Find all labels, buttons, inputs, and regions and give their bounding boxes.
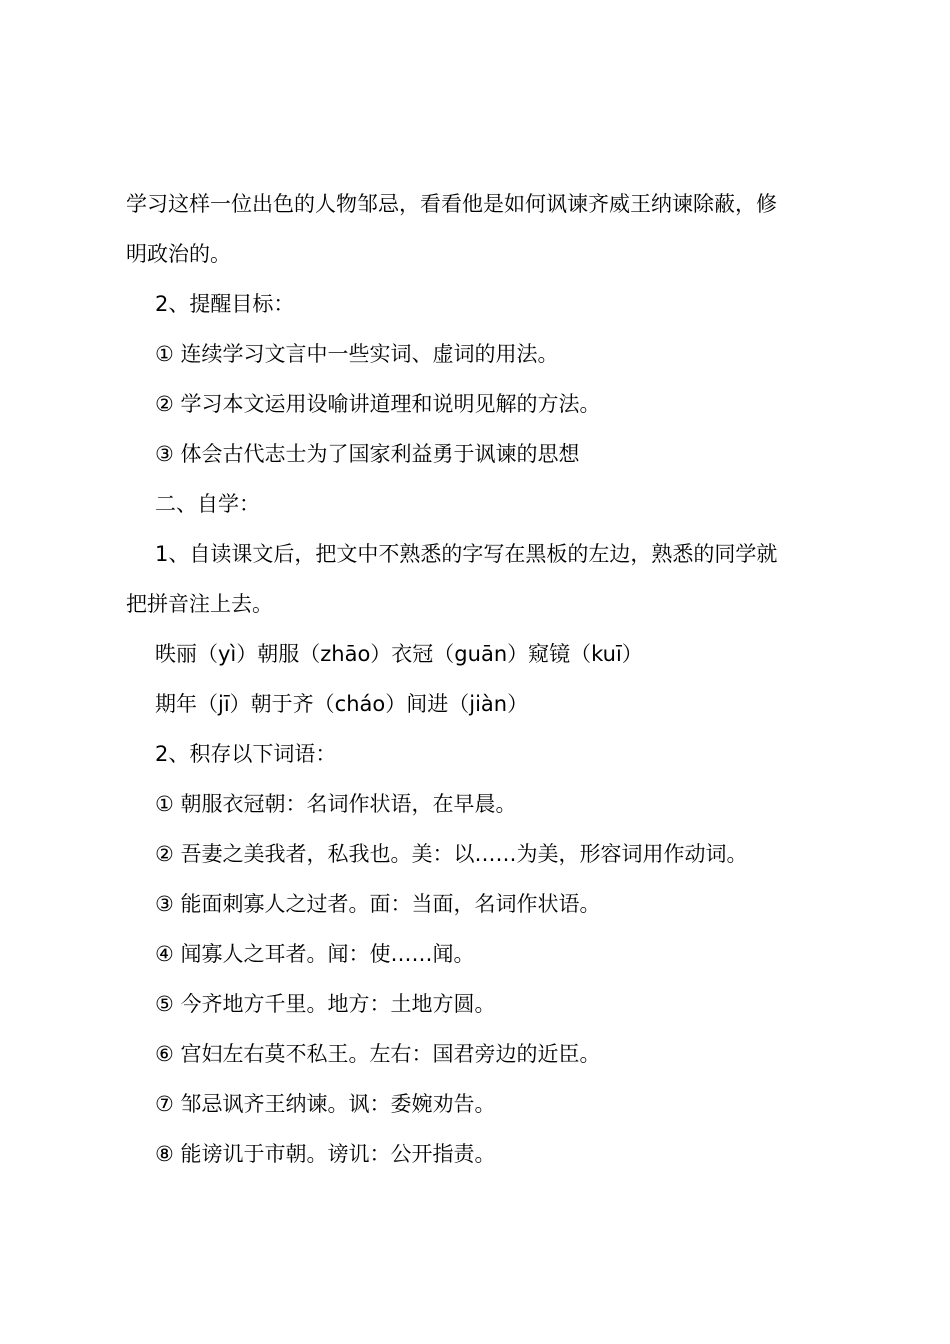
vocab-item: ④ 闻寡人之耳者。闻：使……闻。 [155, 942, 475, 966]
goal-item: ③ 体会古代志士为了国家利益勇于讽谏的思想 [155, 442, 580, 466]
vocab-item: ⑤ 今齐地方千里。地方：土地方圆。 [155, 992, 496, 1016]
paragraph-line: 学习这样一位出色的人物邹忌，看看他是如何讽谏齐威王纳谏除蔽，修 [126, 192, 777, 216]
vocab-item: ③ 能面刺寡人之过者。面：当面，名词作状语。 [155, 892, 601, 916]
pinyin-line: 昳丽（yì）朝服（zhāo）衣冠（guān）窥镜（kuī） [155, 642, 643, 666]
goal-item: ② 学习本文运用设喻讲道理和说明见解的方法。 [155, 392, 601, 416]
vocab-item: ⑥ 宫妇左右莫不私王。左右：国君旁边的近臣。 [155, 1042, 601, 1066]
vocab-item: ⑦ 邹忌讽齐王纳谏。讽：委婉劝告。 [155, 1092, 496, 1116]
paragraph-line: 明政治的。 [126, 242, 231, 266]
vocab-item: ① 朝服衣冠朝：名词作状语，在早晨。 [155, 792, 517, 816]
vocab-item: ② 吾妻之美我者，私我也。美：以……为美，形容词用作动词。 [155, 842, 748, 866]
paragraph-line: 把拼音注上去。 [126, 592, 273, 616]
section-heading: 2、积存以下词语： [155, 742, 337, 766]
section-heading: 二、自学： [155, 492, 260, 516]
paragraph-line: 1、自读课文后，把文中不熟悉的字写在黑板的左边，熟悉的同学就 [155, 542, 778, 566]
section-heading: 2、提醒目标： [155, 292, 295, 316]
vocab-item: ⑧ 能谤讥于市朝。谤讥：公开指责。 [155, 1142, 496, 1166]
goal-item: ① 连续学习文言中一些实词、虚词的用法。 [155, 342, 559, 366]
pinyin-line: 期年（jī）朝于齐（cháo）间进（jiàn） [155, 692, 529, 716]
